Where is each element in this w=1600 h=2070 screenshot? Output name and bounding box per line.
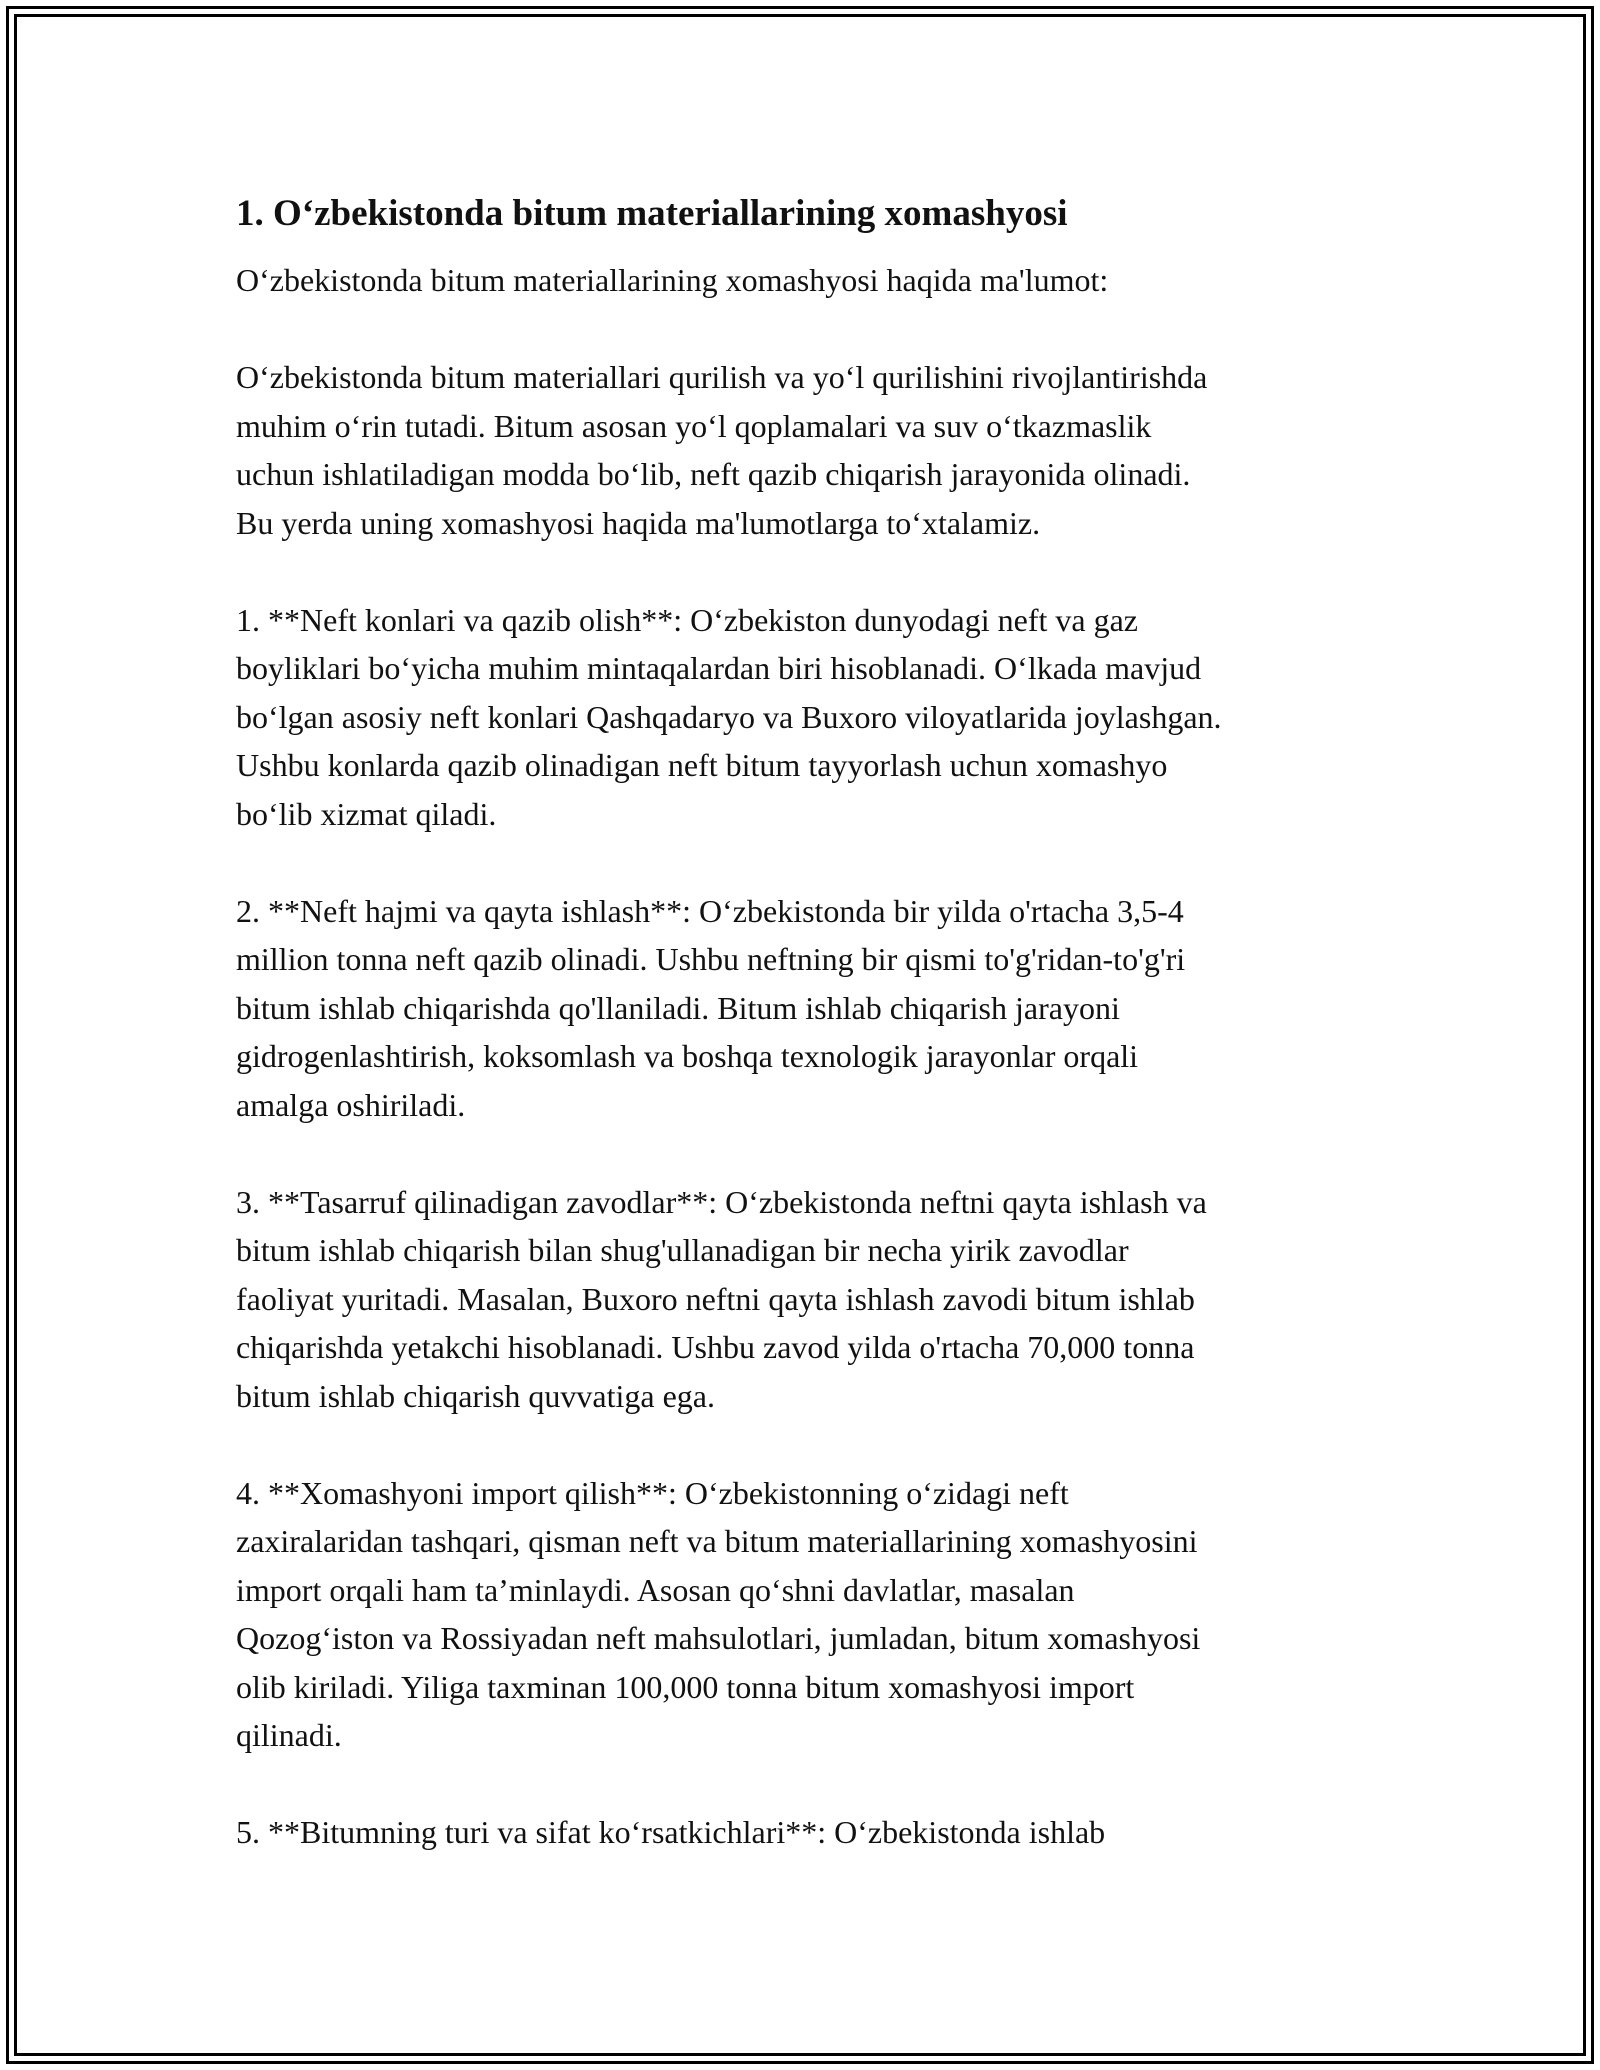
paragraph-oil-volume: 2. **Neft hajmi va qayta ishlash**: O‘zbekistonda bir yilda o'rtacha 3,5-4 million tonna neft qazib olinadi. Ushbu neftning bir qismi to'g'ridan-to'g'ri bitum ishlab chiqarishda qo'llaniladi. Bitum ishlab chiqarish jarayoni gidrogenlashtirish, koksomlash va boshqa texnologik jarayonlar orqali amalga oshiriladi.	[236, 892, 1186, 1123]
paragraph-import: 4. **Xomashyoni import qilish**: O‘zbekistonning o‘zidagi neft zaxiralaridan tashqari, qisman neft va bitum materiallarining xomashyosini import orqali ham ta’minlaydi. Asosan qo‘shni davlatlar, masalan Qozog‘iston va Rossiyadan neft mahsulotlari, jumladan, bitum xomashyosi olib kiriladi. Yiliga taxminan 100,000 tonna bitum xomashyosi import qilinadi.	[236, 1474, 1201, 1753]
paragraph-oil-fields: 1. **Neft konlari va qazib olish**: O‘zbekiston dunyodagi neft va gaz boyliklari bo‘yicha muhim mintaqalardan biri hisoblanadi. O‘lkada mavjud bo‘lgan asosiy neft konlari Qashqadaryo va Buxoro viloyatlarida joylashgan. Ushbu konlarda qazib olinadigan neft bitum tayyorlash uchun xomashyo bo‘lib xizmat qiladi.	[236, 601, 1222, 832]
paragraph-refineries: 3. **Tasarruf qilinadigan zavodlar**: O‘zbekistonda neftni qayta ishlash va bitum ishlab chiqarish bilan shug'ullanadigan bir necha yirik zavodlar faoliyat yuritadi. Masalan, Buxoro neftni qayta ishlash zavodi bitum ishlab chiqarishda yetakchi hisoblanadi. Ushbu zavod yilda o'rtacha 70,000 tonna bitum ishlab chiqarish quvvatiga ega.	[236, 1183, 1207, 1414]
paragraph-bitumen-types: 5. **Bitumning turi va sifat ko‘rsatkichlari**: O‘zbekistonda ishlab	[236, 1814, 1106, 1850]
document-body	[236, 188, 1376, 1905]
intro-line: O‘zbekistonda bitum materiallarining xomashyosi haqida ma'lumot:	[236, 262, 1109, 298]
paragraph-overview: O‘zbekistonda bitum materiallari qurilish va yo‘l qurilishini rivojlantirishda muhim o‘rin tutadi. Bitum asosan yo‘l qoplamalari va suv o‘tkazmaslik uchun ishlatiladigan modda bo‘lib, neft qazib chiqarish jarayonida olinadi. Bu yerda uning xomashyosi haqida ma'lumotlarga to‘xtalamiz.	[236, 359, 1208, 541]
document-title: 1. O‘zbekistonda bitum materiallarining xomashyosi	[236, 193, 1068, 234]
